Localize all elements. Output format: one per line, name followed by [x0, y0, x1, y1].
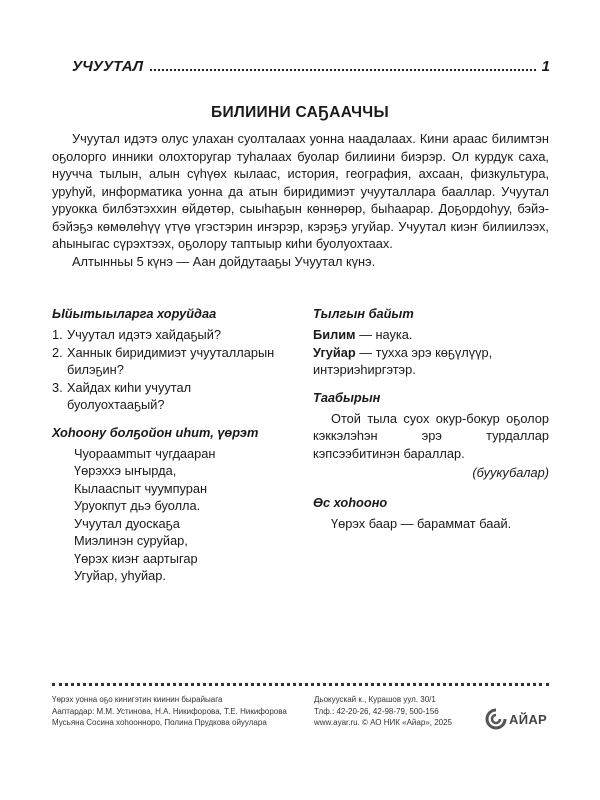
- question-item: [52, 344, 288, 379]
- question-item: [52, 379, 288, 414]
- question-text: Ханнык биридимиэт учууталларын билэҕин?: [67, 344, 275, 377]
- left-column: [52, 305, 288, 585]
- question-number: 1.: [52, 327, 63, 342]
- question-text: Учуутал идэтэ хайдаҕый?: [67, 327, 221, 342]
- vocab-definition: тухха эрэ көҕүлүүр, интэриэһиргэтэр.: [313, 344, 493, 377]
- toc-leader-dots: [150, 69, 536, 71]
- vocab-definition: наука.: [375, 327, 413, 342]
- question-item: [52, 326, 288, 344]
- question-number: 2.: [52, 344, 63, 360]
- poem-line: Үөрэххэ ыҥырда,: [74, 463, 177, 478]
- vocab-item: Билим — наука.: [313, 327, 413, 342]
- questions-heading: Ыйытыыларга хоруйдаа: [52, 306, 217, 321]
- toc-page-number: 1: [541, 58, 550, 75]
- footer-phone: Тлф.: 42-20-26, 42-98-79, 500-156: [314, 706, 439, 716]
- poem-line: Чуораамmыт чугдааран: [74, 445, 216, 461]
- page-title: БИЛИИНИ САҔААЧЧЫ: [211, 104, 389, 121]
- question-text: Хайдах киһи учуутал буолуохтааҕый?: [67, 379, 192, 412]
- proverb-text: Үөрэх баар — бараммат баай.: [331, 515, 512, 531]
- vocab-item: Угуйар — тухха эрэ көҕүлүүр, интэриэһиргэтэр.: [313, 344, 493, 377]
- riddle-answer: (буукубалар): [472, 465, 549, 480]
- publisher-logo-icon: [485, 708, 507, 730]
- intro-paragraph: Учуутал идэтэ олус улахан суолталаах уонна наадалаах. Кини араас билимтэн оҕолорго инники олохторугар туһалаах буолар билиини биэрэр. Ол курдук саха, нуучча тылын, алын сүһүөх кылаас, история, география, ахсаан, физкультура, уруһуй, информатика уонна да атын биридимиэт учууталлара бааллар. Учуутал уруокка билбэтэххин өйдөтөр, сыыһаҕын көннөрөр, быһаарар. Доҕордоһуу, бэйэ-бэйэҕэ көмөлөһүү үтүө үгэстэрин иҥэрэр, кэрэҕэ угуйар. Учуутал киэҥ билиилээх, аһыныгас сүрэхтээх, оҕолору таптыыр киһи буолуохтаах.: [52, 131, 549, 251]
- riddle-text: Отой тыла суох окур-бокур оҕолор кэккэлэһэн эрэ турдаллар кэпсээбитинэн бараллар.: [313, 410, 549, 461]
- footer-authors: Ааптардар: М.М. Устинова, Н.А. Никифорова, Т.Е. Никифорова: [52, 706, 287, 716]
- poem: [52, 445, 288, 585]
- vocab-list: [313, 326, 549, 379]
- question-number: 3.: [52, 379, 63, 395]
- questions-list: [52, 326, 288, 414]
- poem-line: Миэлинэн суруйар,: [74, 533, 188, 548]
- toc-line: [72, 58, 550, 80]
- poem-line: Үөрэх киэҥ аартыгар: [74, 550, 198, 566]
- footer-project: Үөрэх уонна оҕо кинигэтин киинин бырайыага: [52, 695, 223, 704]
- footer-contacts: [314, 694, 452, 729]
- right-column: [313, 305, 549, 532]
- vocab-term: Угуйар: [313, 344, 356, 360]
- publisher-logo: [485, 708, 547, 730]
- vocab-term: Билим: [313, 327, 356, 342]
- publisher-logo-text: АЙАР: [509, 711, 547, 727]
- poem-line: Уруокпут дьэ буолла.: [74, 498, 201, 513]
- intro-text: [52, 130, 549, 270]
- riddle-heading: Таабырын: [313, 389, 381, 405]
- intro-paragraph-date: Алтынньы 5 күнэ — Аан дойдутааҕы Учуутал күнэ.: [72, 253, 376, 269]
- footer-website: www.ayar.ru. © АО НИК «Айар», 2025: [314, 718, 452, 727]
- poem-line: Учуутал дуоскаҕа: [74, 515, 180, 531]
- footer-illustrators: Мусьяна Сосина хоһоонноро, Полина Прудкова ойуулара: [52, 718, 267, 727]
- proverb-heading: Өс хоһооно: [313, 494, 388, 510]
- poem-line: Угуйар, уһуйар.: [74, 568, 166, 583]
- poem-line: Кылаасnыт чуумпуран: [74, 480, 208, 496]
- footer-credits: [52, 694, 287, 729]
- vocab-heading: Тылгын байыт: [313, 306, 414, 321]
- footer-divider: [52, 683, 549, 686]
- footer-address: Дьокуускай к., Курашов уул. 30/1: [314, 695, 436, 704]
- toc-title: УЧУУТАЛ: [72, 58, 147, 75]
- poem-heading: Хоһоону болҕойон иһит, үөрэт: [52, 424, 259, 440]
